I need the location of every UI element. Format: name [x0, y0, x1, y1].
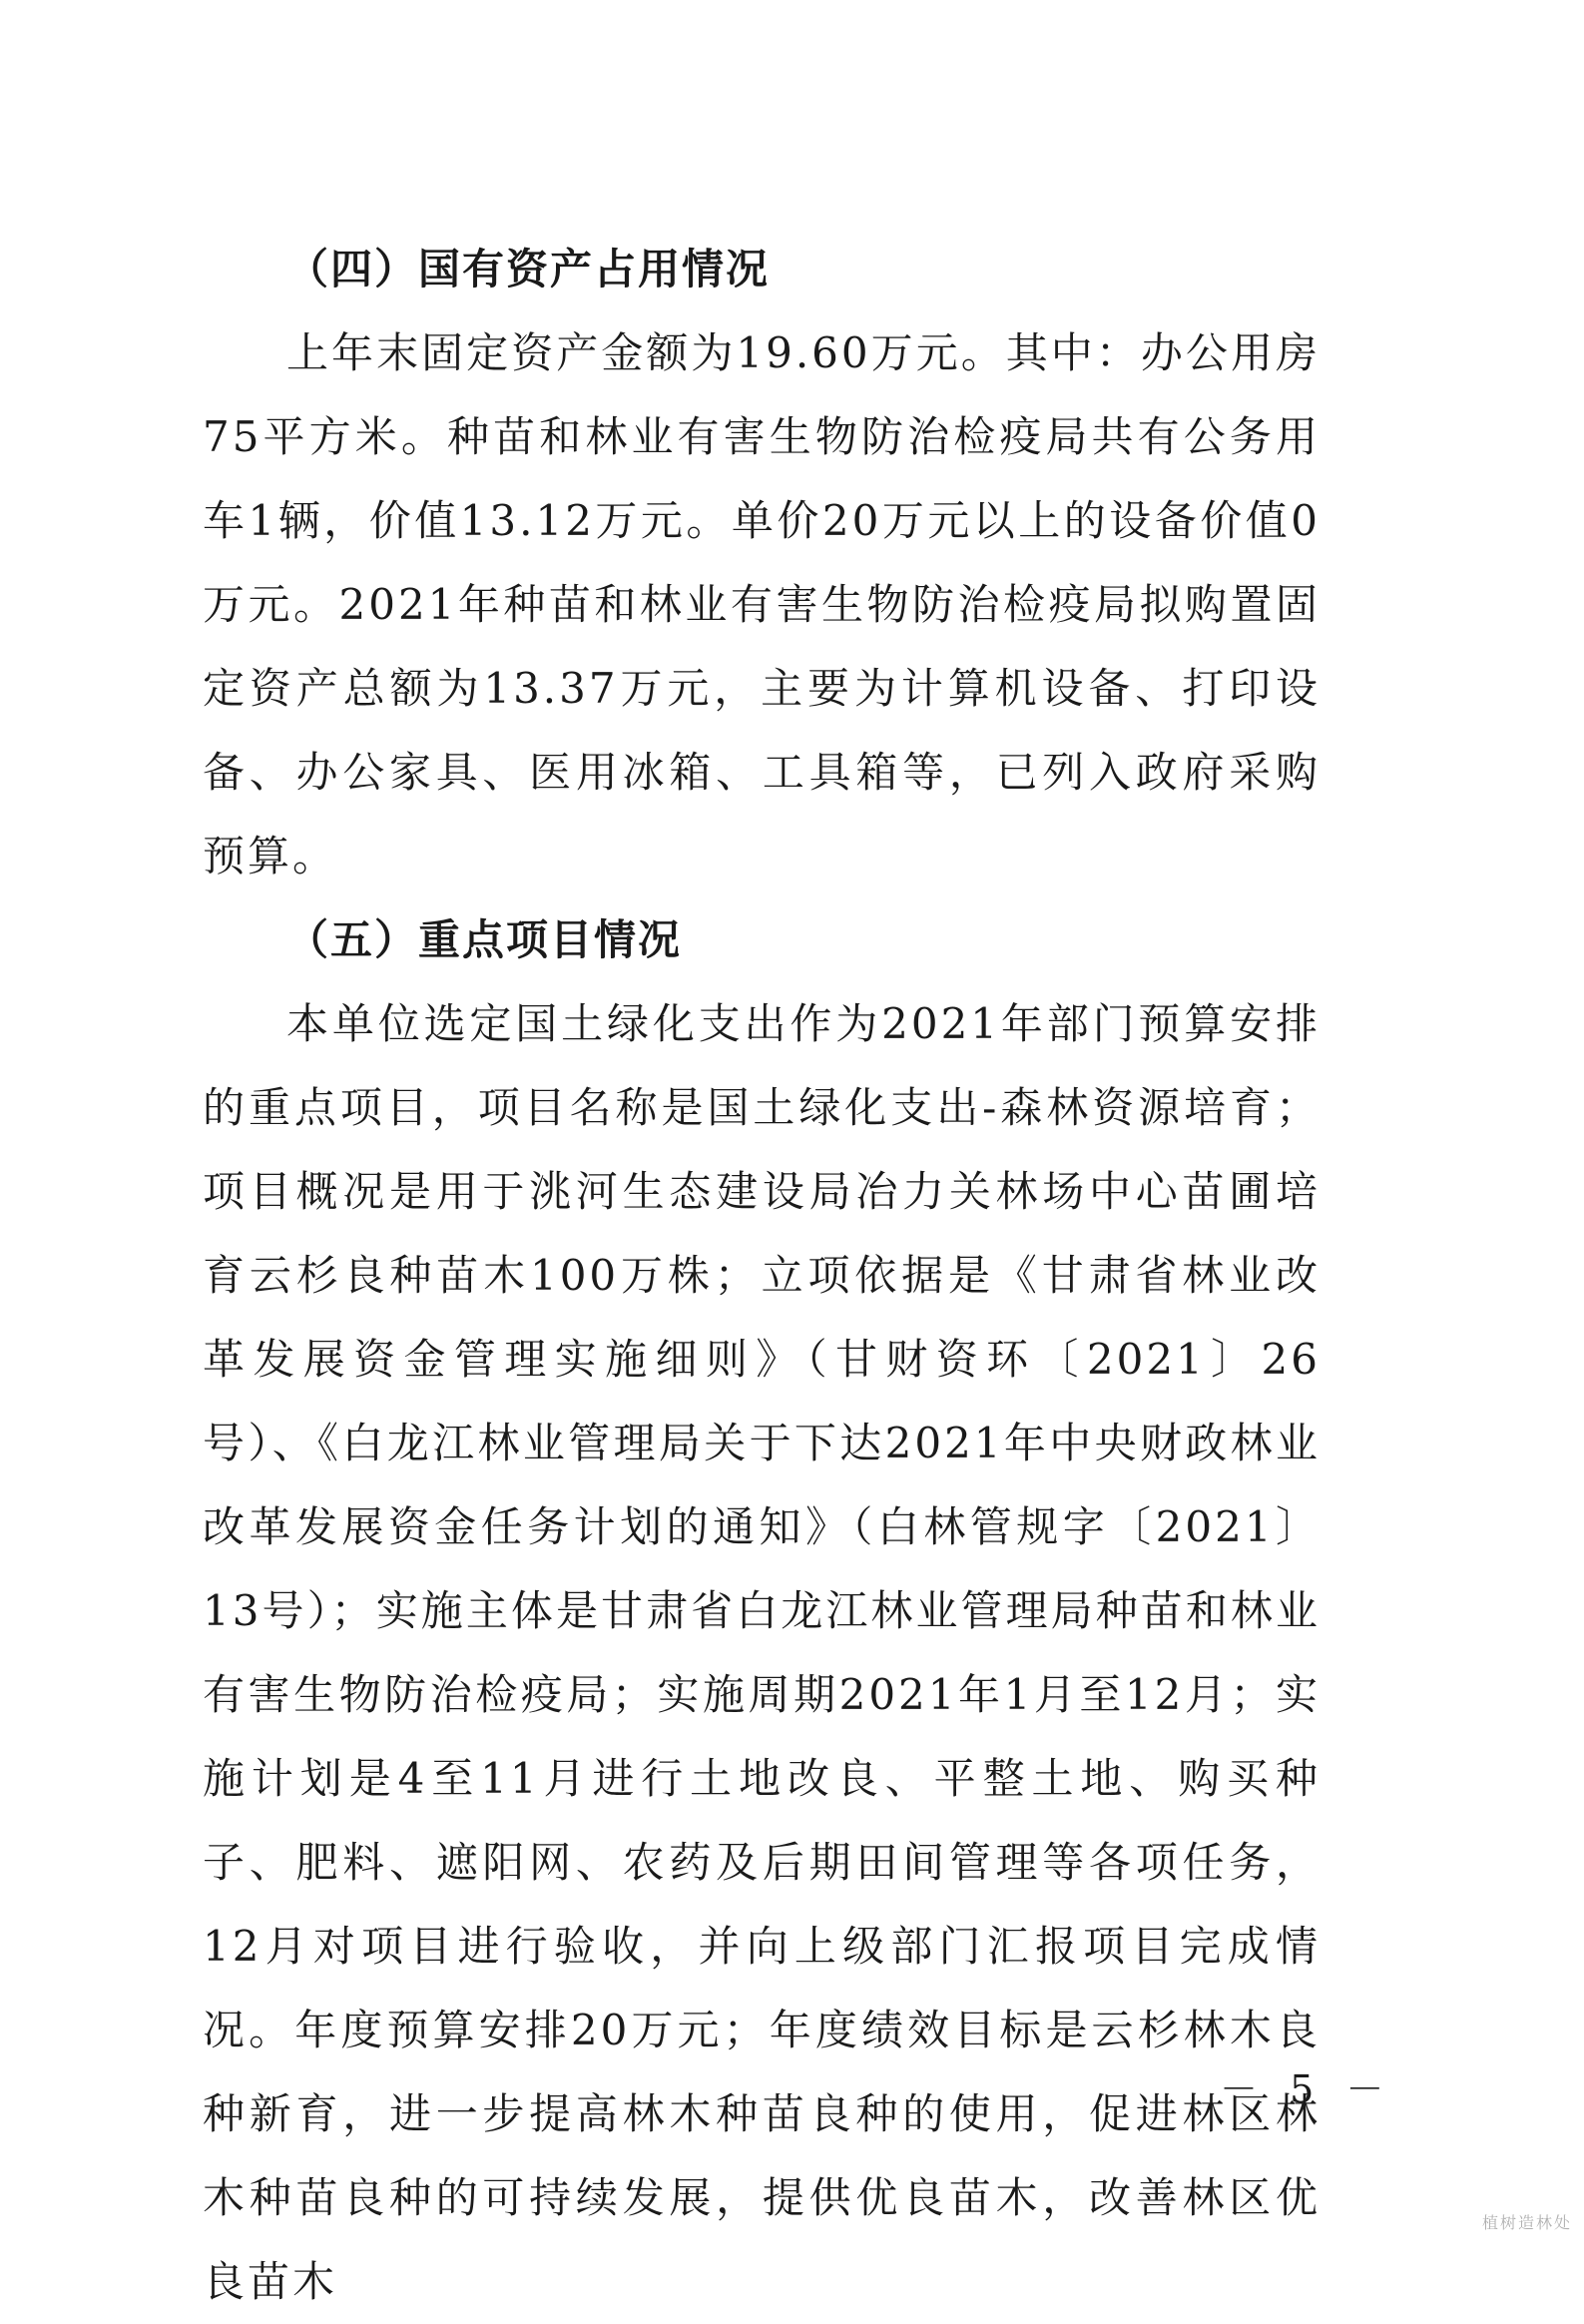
section-paragraph-state-assets: 上年末固定资产金额为19.60万元。其中：办公用房75平方米。种苗和林业有害生物防治检疫局共有公务用车1辆，价值13.12万元。单价20万元以上的设备价值0万元。2021年种苗和林业有害生物防治检疫局拟购置固定资产总额为13.37万元，主要为计算机设备、打印设备、办公家具、医用冰箱、工具箱等，已列入政府采购预算。: [203, 328, 1320, 880]
section-heading-key-projects: （五）重点项目情况: [286, 915, 683, 964]
watermark: 植树造林处: [1481, 2213, 1572, 2232]
section-paragraph-key-projects: 本单位选定国土绿化支出作为2021年部门预算安排的重点项目，项目名称是国土绿化支出-森林资源培育；项目概况是用于洮河生态建设局冶力关林场中心苗圃培育云杉良种苗木100万株；立项依据是《甘肃省林业改革发展资金管理实施细则》（甘财资环〔2021〕26号）、《白龙江林业管理局关于下达2021年中央财政林业改革发展资金任务计划的通知》（白林管规字〔2021〕13号）；实施主体是甘肃省白龙江林业管理局种苗和林业有害生物防治检疫局；实施周期2021年1月至12月；实施计划是4至11月进行土地改良、平整土地、购买种子、肥料、遮阳网、农药及后期田间管理等各项任务，12月对项目进行验收，并向上级部门汇报项目完成情况。年度预算安排20万元；年度绩效目标是云杉林木良种新育，进一步提高林木种苗良种的使用，促进林区林木种苗良种的可持续发展，提供优良苗木，改善林区优良苗木: [203, 999, 1320, 2306]
page-content: [203, 228, 1320, 2324]
page-number: － 5 －: [1220, 2067, 1394, 2111]
section-heading-state-assets: （四）国有资产占用情况: [286, 245, 771, 293]
